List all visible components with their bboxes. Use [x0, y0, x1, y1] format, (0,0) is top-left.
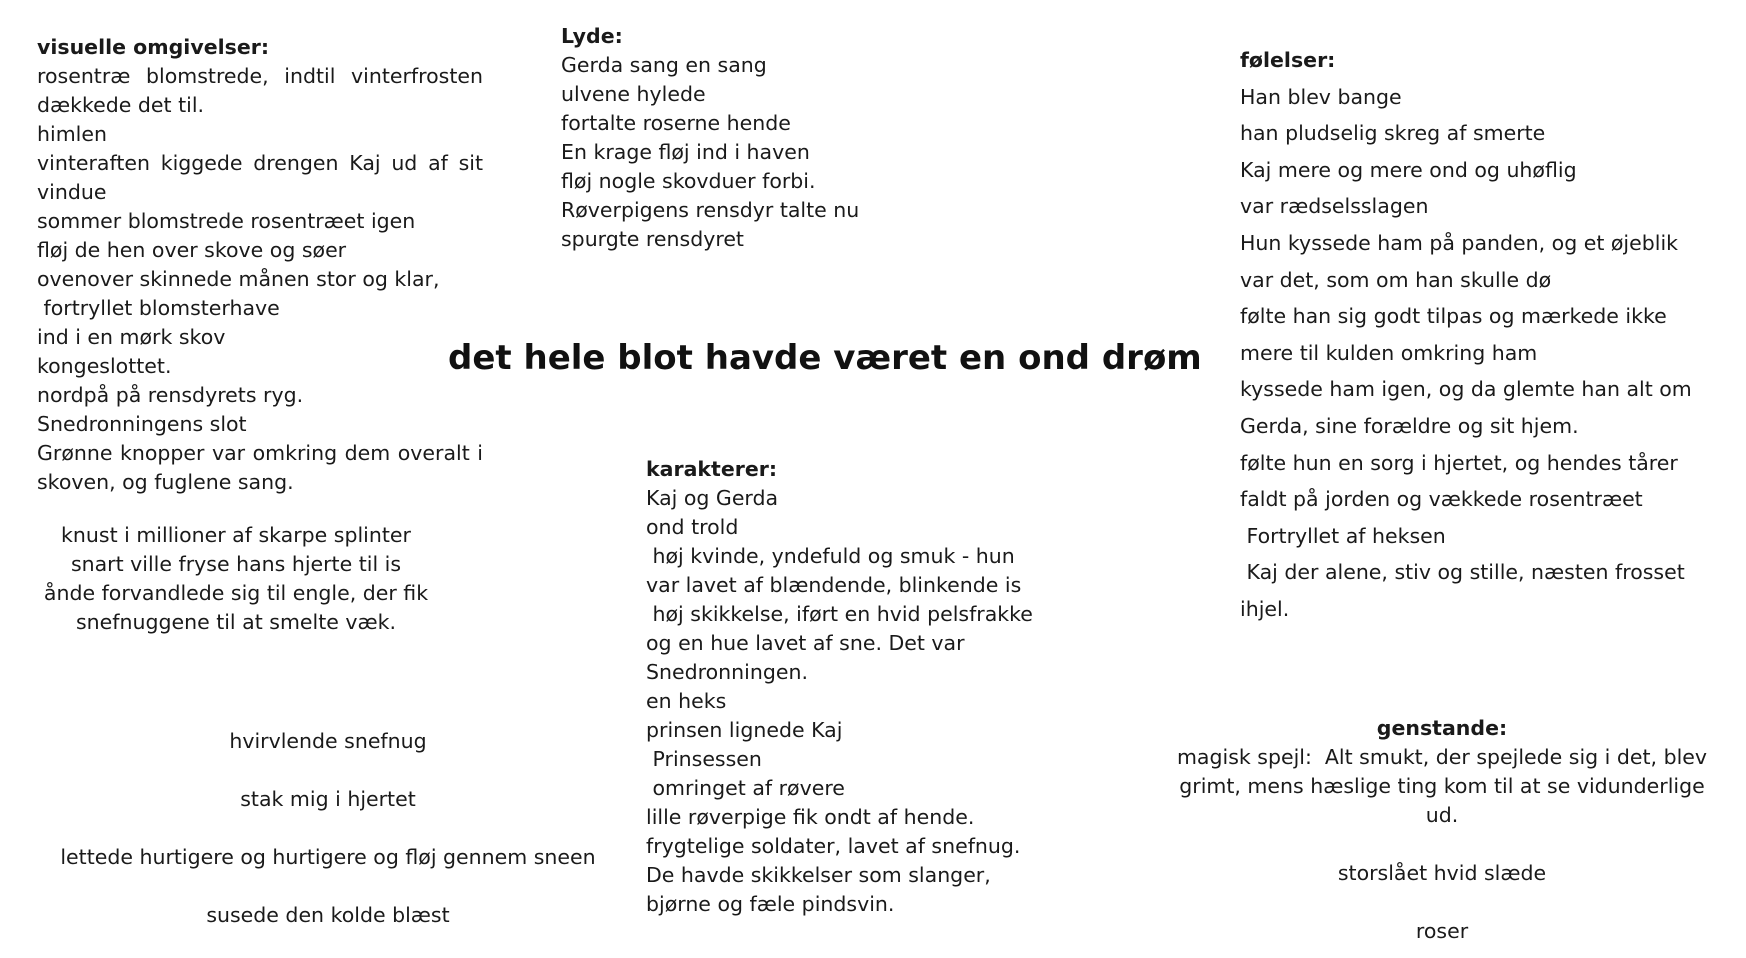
feelings-line: han pludselig skreg af smerte: [1240, 121, 1546, 146]
visual-line: himlen: [37, 122, 107, 146]
sounds-line: fortalte roserne hende: [561, 111, 791, 135]
characters-line: De havde skikkelser som slanger,: [646, 863, 991, 887]
spacer: [40, 872, 616, 901]
page-title: det hele blot havde været en ond drøm: [448, 338, 1202, 378]
shatter-line: snefnuggene til at smelte væk.: [75, 610, 397, 634]
characters-line: Kaj og Gerda: [646, 486, 779, 510]
visual-line: Grønne knopper var omkring dem overalt i skoven, og fuglene sang.: [37, 441, 483, 494]
characters-line: og en hue lavet af sne. Det var: [646, 631, 965, 655]
characters-line: en heks: [646, 689, 727, 713]
sounds-line: En krage fløj ind i haven: [561, 140, 810, 164]
feelings-line: Fortryllet af heksen: [1240, 523, 1446, 548]
scatter-line: stak mig i hjertet: [240, 787, 416, 811]
visual-line: rosentræ blomstrede, indtil vinterfrosten dækkede det til.: [37, 64, 483, 117]
visual-line: fløj de hen over skove og søer: [37, 238, 347, 262]
spacer: [1160, 830, 1724, 859]
objects-sleigh-text: storslået hvid slæde: [1337, 861, 1547, 885]
feelings-line: Han blev bange: [1240, 84, 1402, 109]
feelings-line: mere til kulden omkring ham: [1240, 340, 1538, 365]
shatter-section: [30, 521, 442, 637]
characters-line: ond trold: [646, 515, 739, 539]
feelings-line: Kaj mere og mere ond og uhøflig: [1240, 157, 1577, 182]
shatter-line: ånde forvandlede sig til engle, der fik: [43, 581, 429, 605]
visual-surroundings-section: [37, 33, 483, 497]
characters-line: Prinsessen: [646, 747, 762, 771]
shatter-line: snart ville fryse hans hjerte til is: [70, 552, 402, 576]
feelings-section: [1240, 42, 1692, 628]
objects-mirror-text: magisk spejl: Alt smukt, der spejlede sig i det, blev grimt, mens hæslige ting kom til at se vidunderlige ud.: [1176, 745, 1714, 827]
feelings-line: Kaj der alene, stiv og stille, næsten frosset: [1240, 560, 1685, 585]
characters-line: høj skikkelse, iført en hvid pelsfrakke: [646, 602, 1033, 626]
characters-line: prinsen lignede Kaj: [646, 718, 843, 742]
characters-heading: karakterer:: [646, 457, 778, 481]
objects-heading: genstande:: [1376, 716, 1508, 740]
characters-section: [646, 455, 1033, 919]
characters-line: høj kvinde, yndefuld og smuk - hun: [646, 544, 1015, 568]
visual-line: sommer blomstrede rosentræet igen: [37, 209, 416, 233]
visual-line: nordpå på rensdyrets ryg.: [37, 383, 304, 407]
feelings-heading: følelser:: [1240, 48, 1336, 72]
scatter-line: hvirvlende snefnug: [229, 729, 427, 753]
scatter-line: susede den kolde blæst: [206, 903, 450, 927]
characters-line: var lavet af blændende, blinkende is: [646, 573, 1022, 597]
visual-surroundings-heading: visuelle omgivelser:: [37, 35, 270, 59]
objects-section: [1160, 714, 1724, 946]
feelings-line: følte hun en sorg i hjertet, og hendes tårer: [1240, 450, 1678, 475]
visual-line: fortryllet blomsterhave: [37, 296, 280, 320]
sounds-heading: Lyde:: [561, 24, 623, 48]
visual-line: kongeslottet.: [37, 354, 172, 378]
feelings-line: Gerda, sine forældre og sit hjem.: [1240, 413, 1579, 438]
spacer: [40, 814, 616, 843]
characters-line: bjørne og fæle pindsvin.: [646, 892, 895, 916]
characters-line: omringet af røvere: [646, 776, 845, 800]
scatter-line: lettede hurtigere og hurtigere og fløj gennem sneen: [60, 845, 596, 869]
characters-line: frygtelige soldater, lavet af snefnug.: [646, 834, 1021, 858]
feelings-line: faldt på jorden og vækkede rosentræet: [1240, 487, 1643, 512]
spacer: [40, 756, 616, 785]
feelings-line: Hun kyssede ham på panden, og et øjeblik: [1240, 230, 1679, 255]
sounds-section: [561, 22, 859, 254]
sounds-line: spurgte rensdyret: [561, 227, 744, 251]
visual-line: ovenover skinnede månen stor og klar,: [37, 267, 440, 291]
sounds-line: fløj nogle skovduer forbi.: [561, 169, 816, 193]
visual-line: vinteraften kiggede drengen Kaj ud af sit vindue: [37, 151, 483, 204]
visual-line: ind i en mørk skov: [37, 325, 226, 349]
shatter-line: knust i millioner af skarpe splinter: [61, 523, 411, 547]
feelings-line: følte han sig godt tilpas og mærkede ikke: [1240, 304, 1667, 329]
objects-roses-text: roser: [1415, 919, 1469, 943]
spacer: [1160, 888, 1724, 917]
feelings-line: var rædselsslagen: [1240, 194, 1429, 219]
characters-line: Snedronningen.: [646, 660, 808, 684]
visual-line: Snedronningens slot: [37, 412, 247, 436]
sounds-line: Røverpigens rensdyr talte nu: [561, 198, 860, 222]
sounds-line: ulvene hylede: [561, 82, 706, 106]
feelings-line: kyssede ham igen, og da glemte han alt om: [1240, 377, 1692, 402]
feelings-line: var det, som om han skulle dø: [1240, 267, 1552, 292]
sounds-line: Gerda sang en sang: [561, 53, 767, 77]
characters-line: lille røverpige fik ondt af hende.: [646, 805, 975, 829]
scatter-section: [40, 727, 616, 930]
feelings-line: ihjel.: [1240, 596, 1290, 621]
